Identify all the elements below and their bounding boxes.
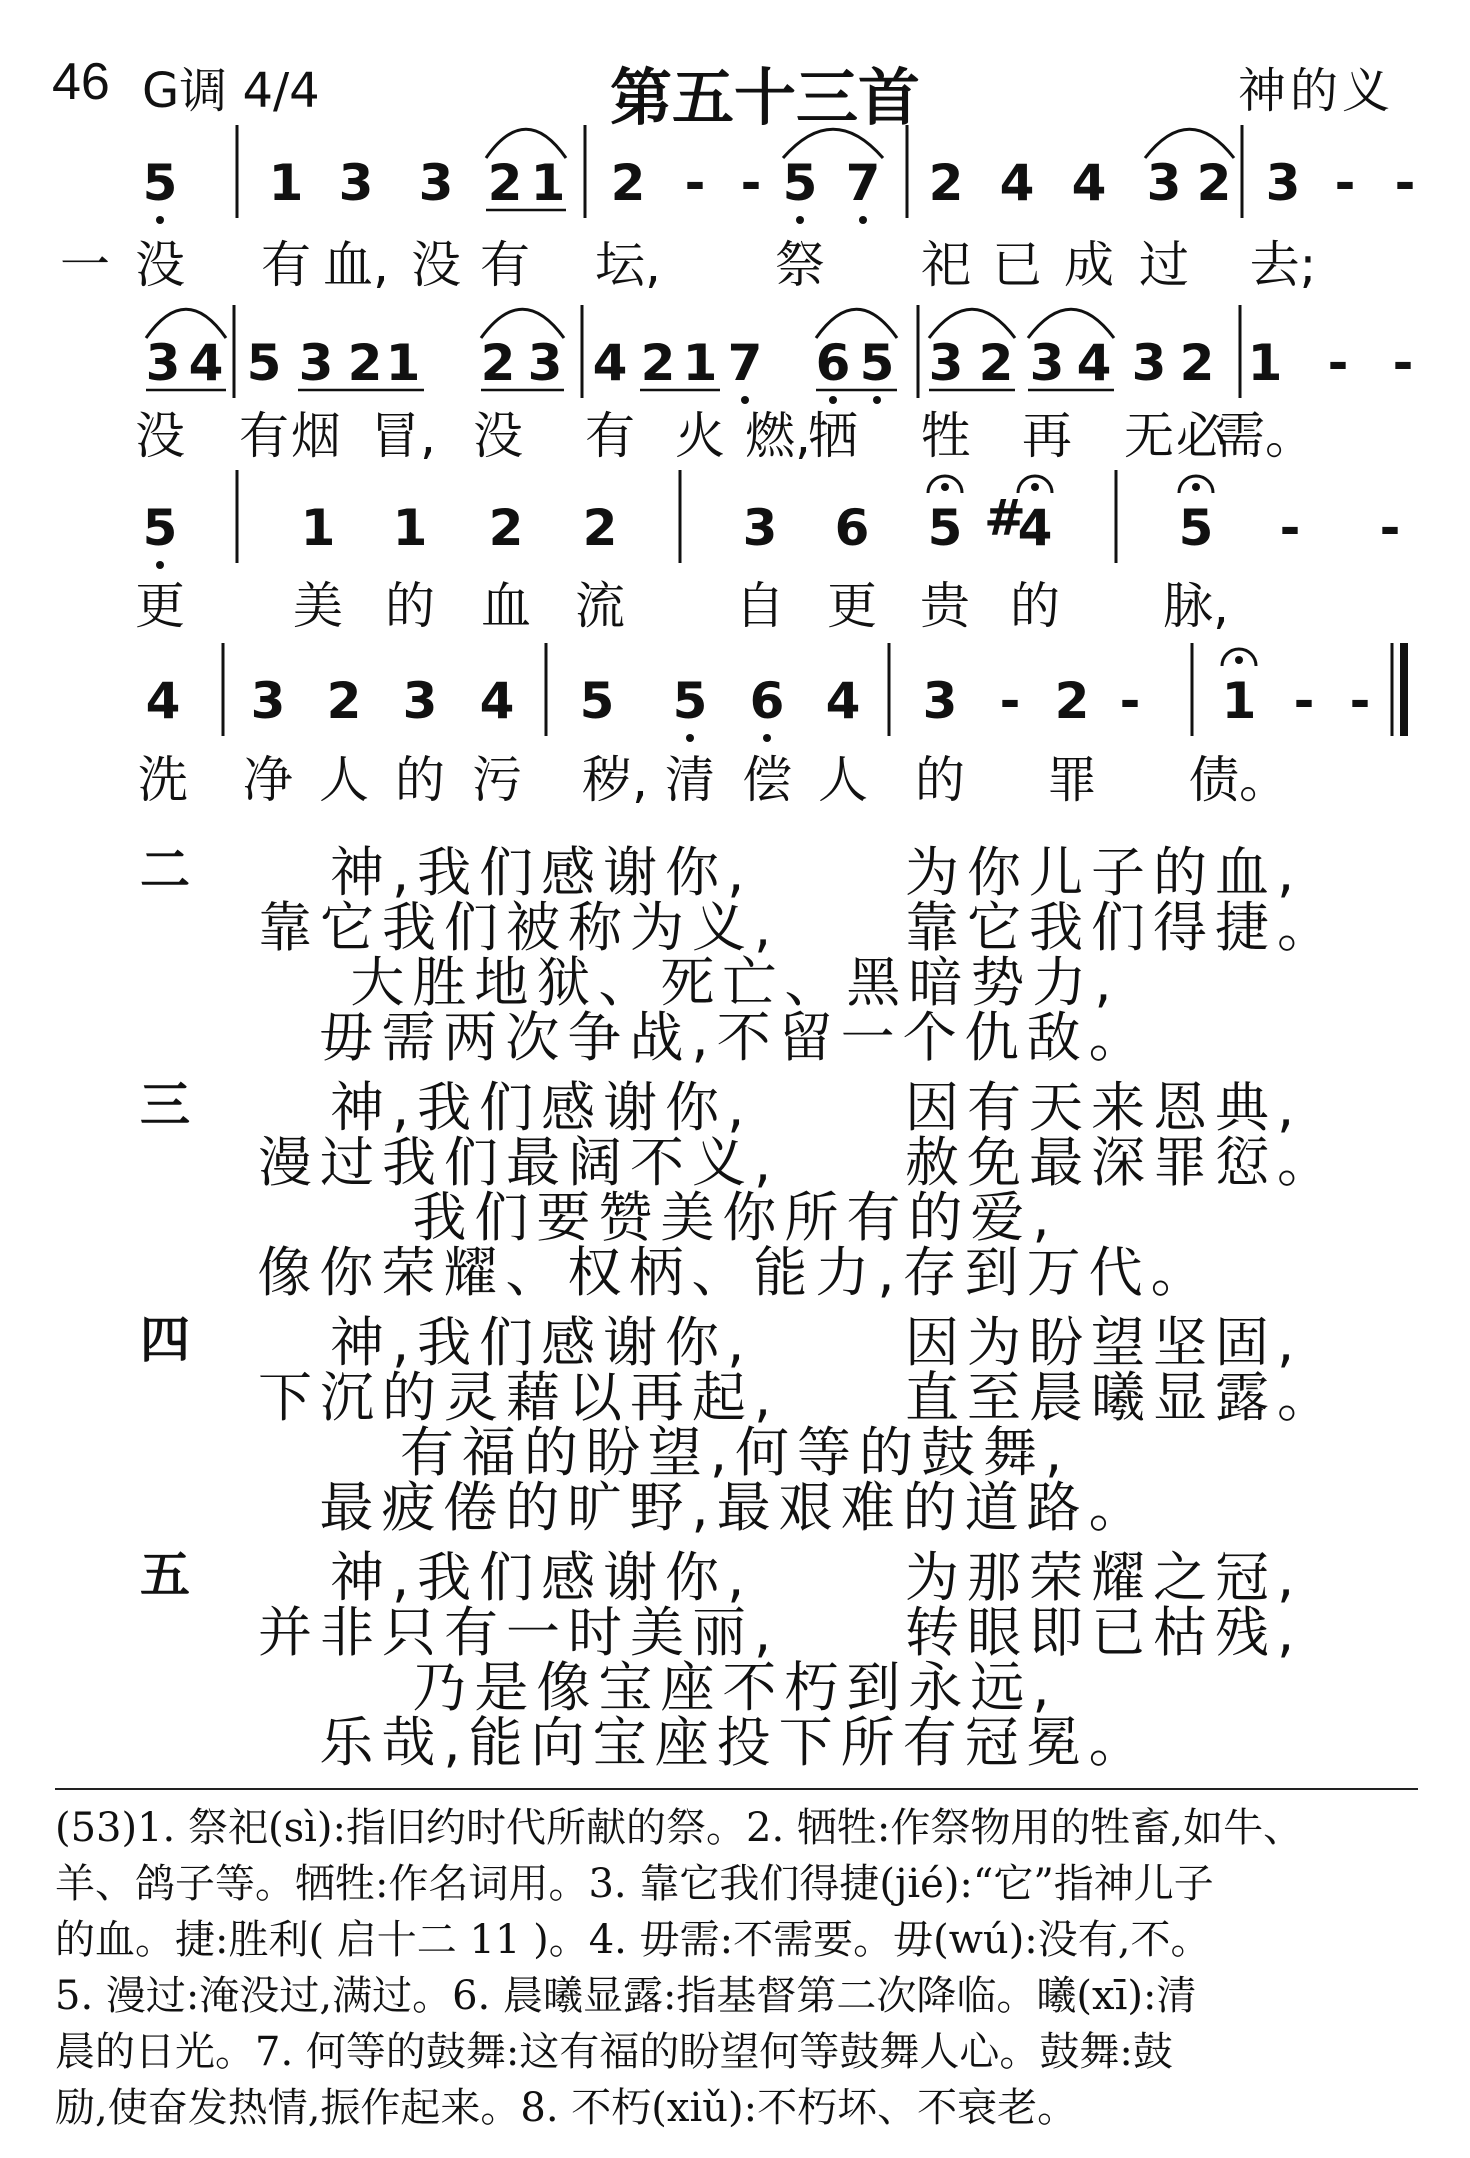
note: 5 [782, 154, 818, 212]
lyric-syllable: 祀 [921, 236, 971, 294]
note: 3 [1029, 334, 1065, 392]
lyric-syllable: 更 [135, 577, 185, 635]
lyric-syllable: 的 [915, 751, 965, 809]
note-dash: - [1379, 499, 1401, 557]
note: 5 [142, 499, 178, 557]
verse-line: 有福的盼望,何等的鼓舞, [399, 1421, 1071, 1484]
lyric-syllable: 烟 [291, 407, 341, 465]
octave-dot-below [686, 734, 694, 742]
lyric-syllable: 流 [575, 577, 625, 635]
verse-line: 乐哉,能向宝座投下所有冠冕。 [319, 1711, 1151, 1774]
note: 2 [928, 154, 964, 212]
note-dash: - [740, 154, 762, 212]
octave-dot-below [859, 216, 867, 224]
note: 1 [300, 499, 336, 557]
lyric-syllable: 人 [319, 751, 369, 809]
note: 1 [385, 334, 421, 392]
octave-dot-below [829, 396, 837, 404]
octave-dot-below [156, 561, 164, 569]
verse-line-part: 神,我们感谢你, [330, 1546, 753, 1609]
note: 3 [527, 334, 563, 392]
verse-line: 乃是像宝座不朽到永远, [412, 1656, 1058, 1719]
note: 3 [418, 154, 454, 212]
octave-dot-below [796, 216, 804, 224]
notes-divider [55, 1788, 1418, 1790]
verse-number: 四 [140, 1311, 190, 1369]
lyric-syllable: 贵 [920, 577, 970, 635]
verse-line-part: 转眼即已枯残, [905, 1601, 1303, 1664]
lyric-syllable: 必 [1176, 407, 1226, 465]
note: 2 [582, 499, 618, 557]
note-dash: - [1119, 672, 1141, 730]
verse-line-part: 靠它我们被称为义, [258, 896, 780, 959]
lyric-syllable: 洗 [138, 751, 188, 809]
verse-line-part: 为你儿子的血, [905, 841, 1303, 904]
lyric-syllable: 人 [818, 751, 868, 809]
verse-line: 像你荣耀、权柄、能力,存到万代。 [257, 1241, 1213, 1304]
lyric-syllable: 无 [1124, 407, 1174, 465]
note: 5 [579, 672, 615, 730]
fermata-dot [1031, 483, 1039, 491]
note: 1 [1247, 334, 1283, 392]
lyric-syllable: 美 [293, 577, 343, 635]
verse-line-part: 因有天来恩典, [905, 1076, 1303, 1139]
footnote-line: (53)1. 祭祀(sì):指旧约时代所献的祭。2. 牺牲:作祭物用的牲畜,如牛、 [55, 1805, 1304, 1851]
lyric-syllable: 没 [135, 236, 185, 294]
verse-line-part: 神,我们感谢你, [330, 841, 753, 904]
lyric-syllable: 牺 [808, 407, 858, 465]
note: 4 [188, 334, 224, 392]
lyric-syllable: 去; [1249, 236, 1317, 294]
note: 4 [592, 334, 628, 392]
note: 6 [815, 334, 851, 392]
note: 3 [402, 672, 438, 730]
note: 1 [392, 499, 428, 557]
note: 2 [487, 154, 523, 212]
note: 1 [1221, 672, 1257, 730]
lyric-syllable: 坛, [595, 236, 661, 294]
lyric-syllable: 再 [1022, 407, 1072, 465]
note: 2 [1179, 334, 1215, 392]
note: 1 [682, 334, 718, 392]
note: 2 [480, 334, 516, 392]
lyric-syllable: 债。 [1189, 751, 1289, 809]
lyric-syllable: 需。 [1215, 407, 1315, 465]
note: 3 [928, 334, 964, 392]
verse-line-part: 直至晨曦显露。 [905, 1366, 1339, 1429]
note: 3 [298, 334, 334, 392]
note-dash: - [999, 672, 1021, 730]
note: 2 [488, 499, 524, 557]
lyric-syllable: 一 [60, 236, 110, 294]
verse-line: 毋需两次争战,不留一个仇敌。 [319, 1006, 1151, 1069]
note-dash: - [1293, 672, 1315, 730]
key-and-time-signature: G调 4/4 [142, 63, 320, 119]
note-dash: - [1279, 499, 1301, 557]
note: 5 [859, 334, 895, 392]
note-dash: - [684, 154, 706, 212]
note: 5 [246, 334, 282, 392]
lyric-syllable: 成 [1064, 236, 1114, 294]
note: 3 [250, 672, 286, 730]
verse-line-part: 神,我们感谢你, [330, 1076, 753, 1139]
note: 7 [727, 334, 763, 392]
verse-number: 三 [140, 1076, 190, 1134]
verse-line-part: 漫过我们最阔不义, [258, 1131, 780, 1194]
lyric-syllable: 的 [1010, 577, 1060, 635]
note: 2 [1054, 672, 1090, 730]
note: 4 [479, 672, 515, 730]
note: 3 [338, 154, 374, 212]
lyric-syllable: 的 [395, 751, 445, 809]
lyric-syllable: 净 [243, 751, 293, 809]
footnote-line: 羊、鸽子等。牺牲:作名词用。3. 靠它我们得捷(jié):“它”指神儿子 [55, 1861, 1214, 1907]
note: 3 [1265, 154, 1301, 212]
note: 4 [825, 672, 861, 730]
footnotes [55, 1800, 1425, 2136]
lyric-syllable: 自 [735, 577, 785, 635]
note: 3 [145, 334, 181, 392]
note: 3 [742, 499, 778, 557]
note: 3 [1131, 334, 1167, 392]
lyric-syllable: 的 [385, 577, 435, 635]
footnote-line: 晨的日光。7. 何等的鼓舞:这有福的盼望何等鼓舞人心。鼓舞:鼓 [55, 2029, 1173, 2075]
note: 3 [922, 672, 958, 730]
verse-line: 最疲倦的旷野,最艰难的道路。 [319, 1476, 1151, 1539]
note: 5 [1178, 499, 1214, 557]
note: 1 [268, 154, 304, 212]
note: 2 [347, 334, 383, 392]
note: 2 [640, 334, 676, 392]
fermata-dot [1192, 483, 1200, 491]
footnote-line: 的血。捷:胜利( 启十二 11 )。4. 毋需:不需要。毋(wú):没有,不。 [55, 1917, 1211, 1963]
verse-line-part: 并非只有一时美丽, [258, 1601, 780, 1664]
octave-dot-below [156, 216, 164, 224]
note: 7 [845, 154, 881, 212]
verse-line-part: 下沉的灵藉以再起, [258, 1366, 780, 1429]
note-dash: - [1394, 154, 1416, 212]
lyric-syllable: 有 [239, 407, 289, 465]
note: 3 [1146, 154, 1182, 212]
numbered-notation-score [0, 0, 1470, 810]
note-dash: - [1327, 334, 1349, 392]
fermata-dot [941, 483, 949, 491]
hymn-page-number: 46 [52, 53, 110, 111]
verse-line: 大胜地狱、死亡、黑暗势力, [350, 951, 1120, 1014]
lyric-syllable: 偿 [742, 751, 792, 809]
note: 5 [672, 672, 708, 730]
lyric-syllable: 没 [411, 236, 461, 294]
verse-line-part: 为那荣耀之冠, [905, 1546, 1303, 1609]
lyric-syllable: 已 [992, 236, 1042, 294]
note: 1 [530, 154, 566, 212]
note-dash: - [1349, 672, 1371, 730]
lyric-syllable: 血, [323, 236, 389, 294]
verse-number: 五 [140, 1546, 190, 1604]
hymn-subtitle: 神的义 [1238, 63, 1395, 119]
lyric-syllable: 牲 [921, 407, 971, 465]
verse-line-part: 赦免最深罪愆。 [905, 1131, 1339, 1194]
verse-line-part: 神,我们感谢你, [330, 1311, 753, 1374]
lyric-syllable: 污 [472, 751, 522, 809]
lyric-syllable: 更 [827, 577, 877, 635]
lyric-syllable: 有 [480, 236, 530, 294]
note: 5 [927, 499, 963, 557]
octave-dot-below [763, 734, 771, 742]
lyric-syllable: 火 [675, 407, 725, 465]
hymn-title: 第五十三首 [609, 61, 920, 134]
fermata-dot [1235, 656, 1243, 664]
final-bar-thick [1400, 643, 1408, 736]
lyric-syllable: 燃, [745, 407, 811, 465]
note: 6 [749, 672, 785, 730]
note: 5 [142, 154, 178, 212]
note: 2 [326, 672, 362, 730]
lyric-syllable: 秽, [582, 751, 648, 809]
note: 4 [1017, 499, 1053, 557]
lyric-syllable: 没 [135, 407, 185, 465]
note: 6 [834, 499, 870, 557]
lyric-syllable: 有 [261, 236, 311, 294]
lyric-syllable: 过 [1139, 236, 1189, 294]
note: 2 [1196, 154, 1232, 212]
lyric-syllable: 有 [585, 407, 635, 465]
note: 4 [1071, 154, 1107, 212]
verse-line: 我们要赞美你所有的爱, [412, 1186, 1058, 1249]
verse-line-part: 因为盼望坚固, [905, 1311, 1303, 1374]
note-dash: - [1334, 154, 1356, 212]
note: 4 [145, 672, 181, 730]
lyric-syllable: 血 [481, 577, 531, 635]
sharp-sign: # [984, 489, 1026, 547]
lyric-syllable: 脉, [1163, 577, 1229, 635]
note-dash: - [1392, 334, 1414, 392]
lyric-syllable: 没 [473, 407, 523, 465]
lyric-syllable: 清 [665, 751, 715, 809]
octave-dot-below [873, 396, 881, 404]
footnote-line: 5. 漫过:淹没过,满过。6. 晨曦显露:指基督第二次降临。曦(xī):清 [55, 1973, 1197, 2019]
note: 4 [1076, 334, 1112, 392]
note: 2 [610, 154, 646, 212]
lyric-syllable: 祭 [775, 236, 825, 294]
verse-line-part: 靠它我们得捷。 [905, 896, 1339, 959]
lyric-syllable: 罪 [1047, 751, 1097, 809]
lyric-syllable: 冒, [370, 407, 436, 465]
footnote-line: 励,使奋发热情,振作起来。8. 不朽(xiǔ):不朽坏、不衰老。 [55, 2085, 1078, 2131]
octave-dot-below [741, 396, 749, 404]
note: 2 [978, 334, 1014, 392]
note: 4 [999, 154, 1035, 212]
verse-number: 二 [140, 841, 190, 899]
